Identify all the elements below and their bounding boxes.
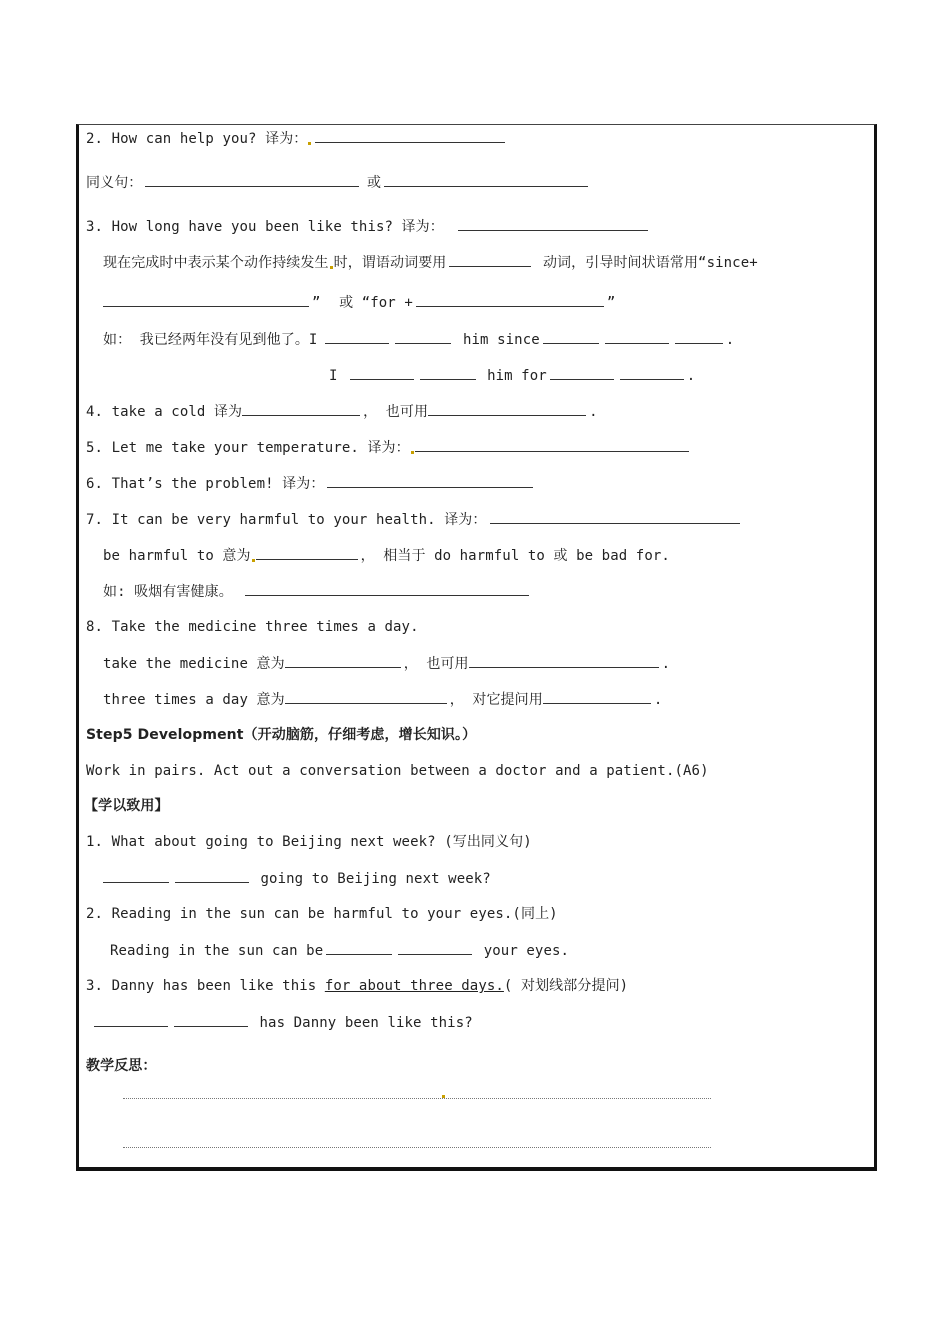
answer-blank[interactable] xyxy=(285,653,401,668)
marker-dot xyxy=(308,142,311,145)
reflection-line-2[interactable] xyxy=(123,1147,711,1148)
item-2: 2. How can help you? 译为： xyxy=(86,128,508,149)
answer-blank[interactable] xyxy=(174,1012,248,1027)
present-perfect-note: 现在完成时中表示某个动作持续发生 时，谓语动词要用 动词，引导时间状语常用“since+ xyxy=(103,252,758,273)
item-5: 5. Let me take your temperature. 译为： xyxy=(86,437,692,458)
practice-q2: 2. Reading in the sun can be harmful to your eyes.(同上) xyxy=(86,906,558,922)
smoking-example: 如: 吸烟有害健康。 xyxy=(103,581,532,602)
answer-blank[interactable] xyxy=(550,365,614,380)
marker-dot xyxy=(252,559,255,562)
practice-q3-answer: has Danny been like this? xyxy=(94,1012,473,1033)
underlined-phrase: for about three days. xyxy=(324,978,504,994)
marker-dot xyxy=(330,266,333,269)
answer-blank[interactable] xyxy=(469,653,659,668)
step5-desc: Work in pairs. Act out a conversation between a doctor and a patient.(A6) xyxy=(86,763,709,779)
practice-q1-answer: going to Beijing next week? xyxy=(103,868,491,889)
answer-blank[interactable] xyxy=(145,172,359,187)
practice-heading: 【学以致用】 xyxy=(84,798,169,814)
example-for: I him for . xyxy=(329,365,695,386)
answer-blank[interactable] xyxy=(326,940,392,955)
since-for-line: ” 或 “for + ” xyxy=(103,292,615,313)
answer-blank[interactable] xyxy=(458,216,648,231)
answer-blank[interactable] xyxy=(415,437,689,452)
item-8: 8. Take the medicine three times a day. xyxy=(86,619,419,635)
answer-blank[interactable] xyxy=(490,509,740,524)
answer-blank[interactable] xyxy=(428,401,586,416)
marker-dot xyxy=(411,451,414,454)
practice-q1: 1. What about going to Beijing next week? (写出同义句) xyxy=(86,834,532,850)
answer-blank[interactable] xyxy=(395,329,451,344)
answer-blank[interactable] xyxy=(256,545,358,560)
answer-blank[interactable] xyxy=(325,329,389,344)
answer-blank[interactable] xyxy=(103,868,169,883)
answer-blank[interactable] xyxy=(416,292,604,307)
answer-blank[interactable] xyxy=(245,581,529,596)
answer-blank[interactable] xyxy=(327,473,533,488)
answer-blank[interactable] xyxy=(543,329,599,344)
answer-blank[interactable] xyxy=(350,365,414,380)
answer-blank[interactable] xyxy=(543,689,651,704)
example-since: 如： 我已经两年没有见到他了。I him since . xyxy=(103,329,734,350)
answer-blank[interactable] xyxy=(420,365,476,380)
practice-q3: 3. Danny has been like this for about three days.( 对划线部分提问) xyxy=(86,978,629,994)
answer-blank[interactable] xyxy=(384,172,588,187)
answer-blank[interactable] xyxy=(620,365,684,380)
answer-blank[interactable] xyxy=(449,252,531,267)
answer-blank[interactable] xyxy=(605,329,669,344)
marker-dot xyxy=(442,1095,445,1098)
practice-q2-answer: Reading in the sun can be your eyes. xyxy=(110,940,569,961)
reflection-heading: 教学反思： xyxy=(86,1058,157,1074)
medicine-note: take the medicine 意为 ， 也可用 . xyxy=(103,653,670,674)
item-4: 4. take a cold 译为 ， 也可用 . xyxy=(86,401,598,422)
item-3: 3. How long have you been like this? 译为： xyxy=(86,216,651,237)
answer-blank[interactable] xyxy=(242,401,360,416)
frequency-note: three times a day 意为 ， 对它提问用 . xyxy=(103,689,662,710)
answer-blank[interactable] xyxy=(315,128,505,143)
answer-blank[interactable] xyxy=(103,292,309,307)
answer-blank[interactable] xyxy=(675,329,723,344)
answer-blank[interactable] xyxy=(398,940,472,955)
answer-blank[interactable] xyxy=(175,868,249,883)
answer-blank[interactable] xyxy=(285,689,447,704)
item-7: 7. It can be very harmful to your health. 译为： xyxy=(86,509,743,530)
reflection-line-1[interactable] xyxy=(123,1098,711,1099)
item-6: 6. That’s the problem! 译为： xyxy=(86,473,536,494)
synonym-line: 同义句： 或 xyxy=(86,172,591,193)
answer-blank[interactable] xyxy=(94,1012,168,1027)
step5-title: Step5 Development（开动脑筋，仔细考虑，增长知识。） xyxy=(86,727,477,743)
harmful-note: be harmful to 意为 ， 相当于 do harmful to 或 be bad for. xyxy=(103,545,670,566)
